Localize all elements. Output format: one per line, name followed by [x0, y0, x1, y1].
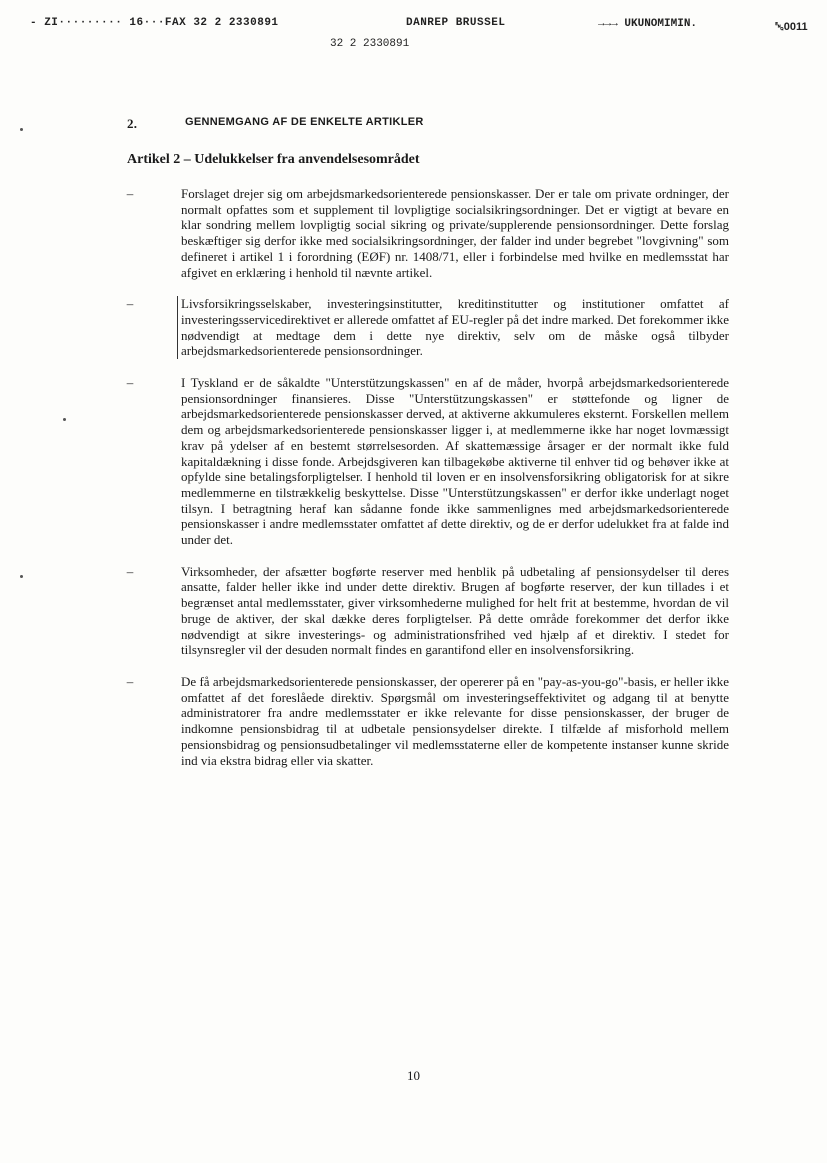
document-body [127, 116, 729, 768]
paragraph: Forslaget drejer sig om arbejdsmarkedsorienterede pensionskasser. Der er tale om private ordninger, der normalt opfattes som et supplement til lovpligtige socialsikringsordninger. Det er vigtigt at bevare en klar sondring mellem lovpligtig social sikring og private/supplerende pensionsordninger. Dette forslag beskæftiger sig derfor ikke med socialsikringsordninger, der falder ind under begrebet "lovgivning" som defineret i artikel 1 i forordning (EØF) nr. 1408/71, eller i forbindelse med hvilke en medlemsstat har afgivet en erklæring i henhold til nævnte artikel. [181, 186, 729, 280]
paragraph: Livsforsikringsselskaber, investeringsinstitutter, kreditinstitutter og institutioner omfattet af investeringsservicedirektivet er allerede omfattet af EU-regler på det indre marked. Det forekommer ikke nødvendigt at medtage dem i dette nye direktiv, selv om de måske også tilbyder arbejdsmarkedsorienterede pensionsordninger. [177, 296, 729, 359]
paragraph: De få arbejdsmarkedsorienterede pensionskasser, der opererer på en "pay-as-you-go"-basis, er heller ikke omfattet af det foreslåede direktiv. Spørgsmål om investeringseffektivitet og adgang til at benytte administratorer fra andre medlemsstater er ikke relevante for disse pensionskasser, der bruger de indkomne pensionsbidrag til at udbetale pensionsydelser direkte. I tilfælde af misforhold mellem pensionsbidrag og pensionsudbetalinger vil medlemsstaterne eller de kompetente instanser kunne skride ind via ekstra bidrag eller via skatter. [181, 673, 729, 768]
dash-bullet: – [126, 375, 134, 391]
section-heading [127, 116, 729, 132]
fax-header [30, 12, 820, 52]
fax-header-sender: - ZI········· 16···FAX 32 2 2330891 [30, 17, 279, 29]
margin-mark [20, 575, 23, 578]
section-title: GENNEMGANG AF DE ENKELTE ARTIKLER [185, 116, 424, 128]
dash-bullet: – [126, 673, 134, 689]
fax-header-number: 32 2 2330891 [330, 38, 410, 50]
fax-header-recipient: →→→ UKUNOMIMIN. [598, 18, 698, 30]
list-item [127, 564, 729, 658]
list-item [127, 674, 729, 768]
article-heading: Artikel 2 – Udelukkelser fra anvendelsesområdet [127, 152, 420, 167]
dash-bullet: – [126, 563, 134, 579]
list-item [127, 186, 729, 280]
list-item [127, 296, 729, 359]
list-item [127, 375, 729, 548]
margin-mark [63, 418, 66, 421]
dash-bullet: – [126, 186, 134, 201]
margin-mark [20, 128, 23, 131]
fax-header-station: DANREP BRUSSEL [406, 17, 506, 29]
fax-header-page: ␅0011 [775, 21, 808, 33]
section-number: 2. [127, 116, 138, 131]
page-number: 10 [407, 1068, 420, 1083]
paragraph: I Tyskland er de såkaldte "Unterstützungskassen" en af de måder, hvorpå arbejdsmarkedsorienterede pensionsordninger finansieres. Disse "Unterstützungskassen" er støttefonde og ligner de arbejdsmarkedsorienterede pensionskasser derved, at aktiverne akkumuleres eksternt. Forskellen mellem dem og arbejdsmarkedsorienterede pensionskasser ligger i, at medlemmerne ikke har noget lovmæssigt krav på ydelser af en bestemt størrelsesorden. Af skattemæssige årsager er der normalt ikke fuld kapitaldækning i disse fonde. Arbejdsgiveren kan tilbagekøbe aktiverne til enhver tid og behøver ikke at opfylde sine betalingsforpligtelser. I henhold til loven er en insolvensforsikring obligatorisk for at sikre medlemmerne en tilstrækkelig beskyttelse. Disse "Unterstützungskassen" er derfor ikke underlagt noget tilsyn. I betragtning heraf kan sådanne fonde ikke sammenlignes med arbejdsmarkedsorienterede pensionskasser i andre medlemsstater omfattet af dette direktiv, og de er derfor udelukket fra at falde ind under det. [181, 375, 729, 548]
paragraph: Virksomheder, der afsætter bogførte reserver med henblik på udbetaling af pensionsydelser til deres ansatte, falder heller ikke ind under dette direktiv. Brugen af bogførte reserver, der kun tillades i et begrænset antal medlemsstater, giver virksomhederne mulighed for helt frit at bestemme, hvordan de vil bruge de aktiver, der skal dække deres forpligtelser. På dette område forekommer det derfor ikke nødvendigt at sikre investerings- og administrationsfrihed ved hjælp af et direktiv. I stedet for tilsynsregler vil der desuden normalt findes en garantifond eller en insolvensforsikring. [181, 563, 729, 658]
dash-bullet: – [126, 296, 134, 312]
